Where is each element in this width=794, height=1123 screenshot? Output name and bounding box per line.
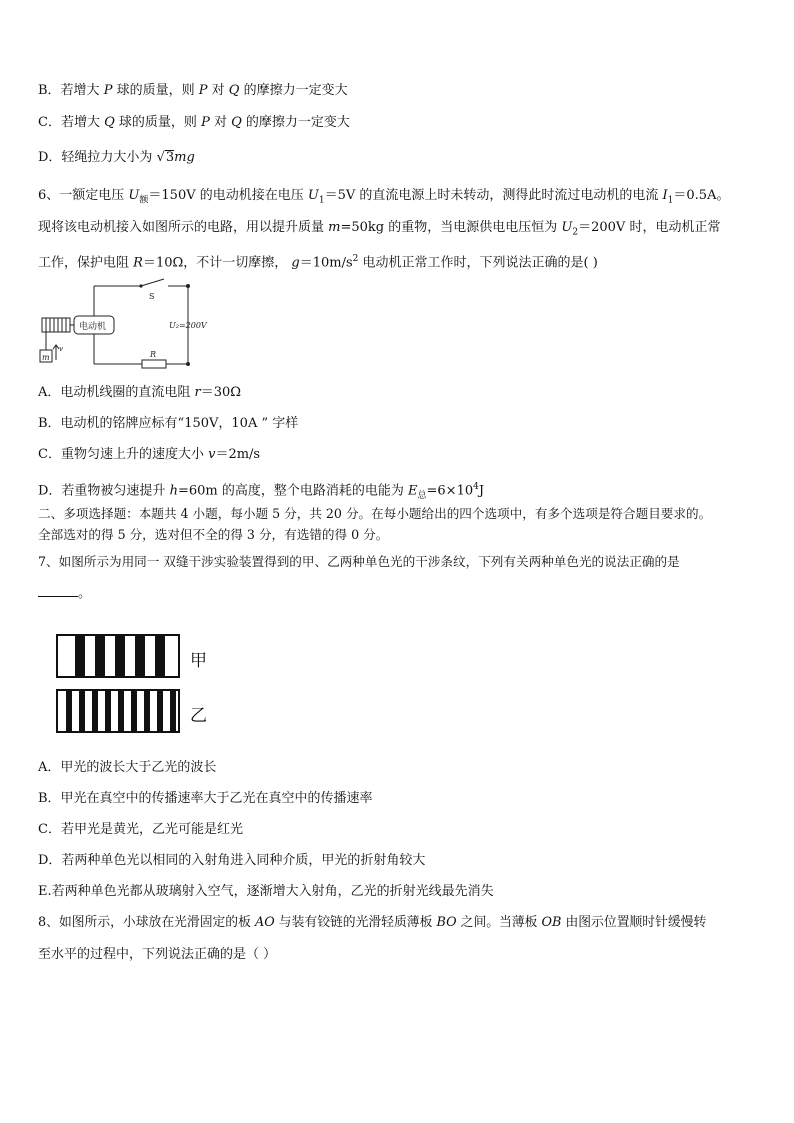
fringe-bar: [92, 691, 98, 731]
fringe-bar: [75, 636, 85, 676]
fringe-bar: [79, 691, 85, 731]
fringe-bar: [144, 691, 150, 731]
mass-label: m: [42, 353, 50, 362]
fringe-pattern-jia: [56, 634, 180, 678]
sqrt-sign: √: [156, 150, 165, 165]
section-2-heading: 二、多项选择题：本题共 4 小题，每小题 5 分，共 20 分。在每小题给出的四个选项中，有多个选项是符合题目要求的。: [38, 506, 712, 521]
q5-option-c: C．若增大 Q 球的质量，则 P 对 Q 的摩擦力一定变大: [38, 115, 350, 130]
fringe-bar: [135, 636, 145, 676]
q5-option-d: D．轻绳拉力大小为 √3mg: [38, 150, 195, 165]
voltage-label: U₂=200V: [169, 321, 207, 330]
answer-blank: [38, 584, 78, 597]
fringe-bar: [170, 691, 176, 731]
section-2-instructions: 全部选对的得 5 分，选对但不全的得 3 分，有选错的得 0 分。: [38, 527, 389, 542]
q7-option-b: B．甲光在真空中的传播速率大于乙光在真空中的传播速率: [38, 791, 373, 806]
fringe-label-yi: 乙: [190, 706, 207, 726]
q6-stem-line2: 现将该电动机接入如图所示的电路，用以提升质量 m=50kg 的重物，当电源供电电压恒为 $U_2=200V$ 时，电动机正常: [38, 220, 721, 238]
q6-option-b: B．电动机的铭牌应标有“150V，10A ” 字样: [38, 416, 299, 431]
q7-option-a: A．甲光的波长大于乙光的波长: [38, 760, 217, 775]
q7-option-d: D．若两种单色光以相同的入射角进入同种介质，甲光的折射角较大: [38, 853, 426, 868]
q8-stem-line1: 8、如图所示，小球放在光滑固定的板 AO 与装有铰链的光滑轻质薄板 BO 之间。当薄板 OB 由图示位置顺时针缓慢转: [38, 915, 707, 930]
q7-stem-line1: 7、如图所示为用同一 双缝干涉实验装置得到的甲、乙两种单色光的干涉条纹，下列有关两种单色光的说法正确的是: [38, 554, 680, 569]
q6-option-d: D．若重物被匀速提升 h=60m 的高度，整个电路消耗的电能为 $E_总=6\times 10^4J$: [38, 482, 485, 501]
q6-option-c: C．重物匀速上升的速度大小 v＝2m/s: [38, 447, 261, 462]
fringe-label-jia: 甲: [190, 651, 207, 671]
q7-stem-line2: 。: [38, 584, 91, 603]
fringe-bar: [66, 691, 72, 731]
switch-label: S: [149, 292, 155, 301]
fringe-bar: [115, 636, 125, 676]
velocity-label: v: [59, 345, 63, 353]
q8-stem-line2: 至水平的过程中，下列说法正确的是（ ）: [38, 947, 277, 962]
motor-circuit-diagram: [36, 276, 226, 374]
fringe-pattern-yi: [56, 689, 180, 733]
q6-stem-line1: 6、一额定电压 $U_额=150V$ 的电动机接在电压 $U_1=5V$ 的直流电源上时未转动，测得此时流过电动机的电流 $I_1=0.5A$。: [38, 188, 730, 206]
q7-option-c: C．若甲光是黄光，乙光可能是红光: [38, 822, 243, 837]
fringe-bar: [95, 636, 105, 676]
fringe-bar: [105, 691, 111, 731]
motor-label: 电动机: [79, 322, 107, 332]
q5-option-b: B．若增大 P 球的质量，则 P 对 Q 的摩擦力一定变大: [38, 83, 348, 98]
q6-stem-line3: 工作，保护电阻 R＝10Ω，不计一切摩擦， $g=10m/s^2$ 电动机正常工作时，下列说法正确的是( ): [38, 254, 598, 271]
q7-option-e: E.若两种单色光都从玻璃射入空气，逐渐增大入射角，乙光的折射光线最先消失: [38, 884, 494, 899]
fringe-bar: [157, 691, 163, 731]
fringe-bar: [155, 636, 165, 676]
resistor-label: R: [150, 350, 157, 359]
q6-option-a: A．电动机线圈的直流电阻 r＝30Ω: [38, 385, 242, 400]
fringe-bar: [131, 691, 137, 731]
fringe-bar: [118, 691, 124, 731]
